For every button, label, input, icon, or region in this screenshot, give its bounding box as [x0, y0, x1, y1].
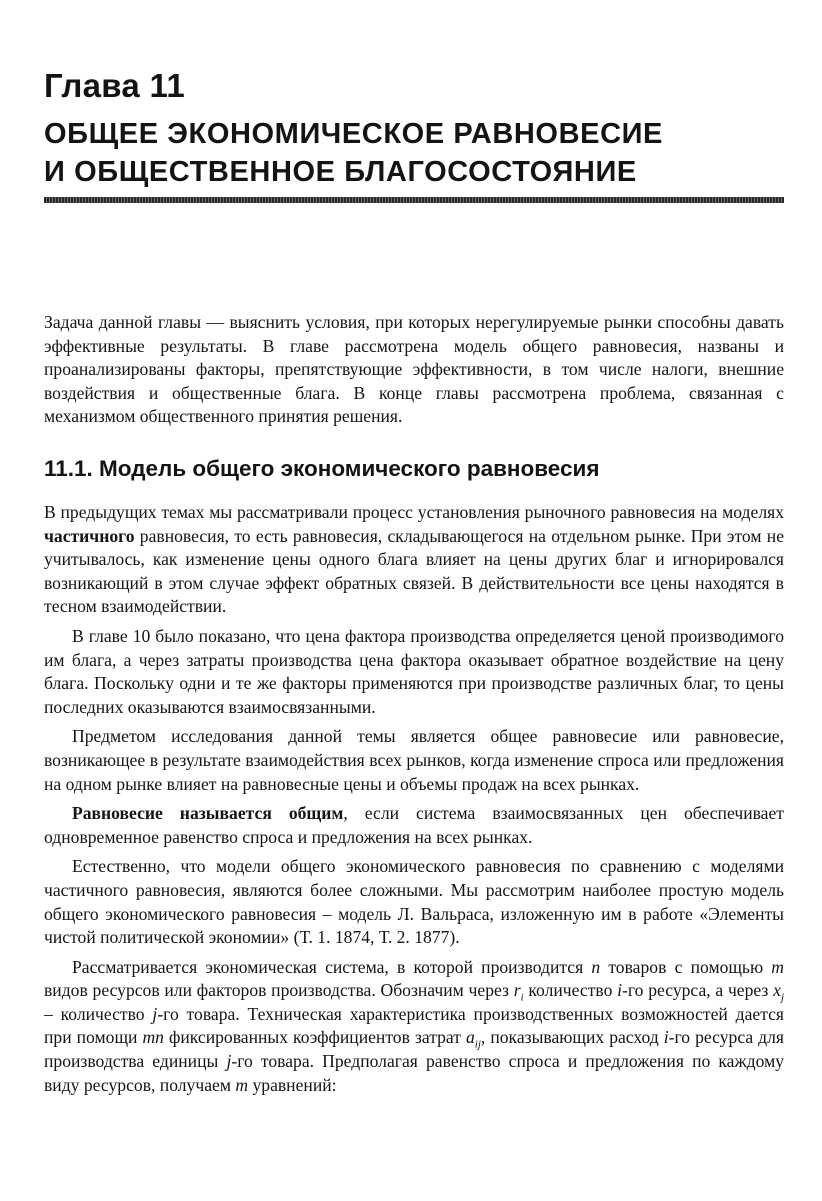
section-heading: 11.1. Модель общего экономического равновесия	[44, 456, 600, 481]
p6-text: -го товара. Техническая характеристика производственных возможностей дается при помощи	[44, 1003, 784, 1048]
p6-text: -го ресурса, а через	[622, 980, 774, 1001]
math-mn: mn	[142, 1027, 164, 1048]
definition-text: , если система взаимосвязанных цен обеспечивает одновременное равенство спроса и предложения на всех рынках.	[44, 803, 784, 847]
math-m: m	[771, 956, 784, 977]
paragraph-3: Предметом исследования данной темы является общее равновесие или равновесие, возникающее в результате взаимодействия всех рынков, когда изменение спроса или предложения на одном рынке влияет на равновесные цены и объемы продаж на всех рынках.	[44, 726, 784, 794]
math-r: r	[513, 980, 521, 1001]
p6-text: видов ресурсов или факторов производства. Обозначим через	[44, 980, 514, 1001]
p6-text: -го ресурса для производства единицы	[44, 1027, 784, 1072]
chapter-title-line-1: ОБЩЕЕ ЭКОНОМИЧЕСКОЕ РАВНОВЕСИЕ	[44, 118, 663, 150]
chapter-label: Глава 11	[44, 67, 186, 104]
math-j: j	[226, 1051, 232, 1072]
math-subscript-j: j	[780, 991, 784, 1004]
math-subscript-i: i	[520, 991, 524, 1004]
p6-text: количество	[523, 980, 618, 1001]
math-m: m	[235, 1074, 249, 1095]
math-i: i	[663, 1027, 669, 1048]
math-j: j	[152, 1003, 158, 1024]
p6-text: , показывающих расход	[480, 1027, 664, 1048]
math-n: n	[591, 956, 601, 977]
paragraph-6	[44, 956, 784, 1098]
p6-text: Рассматривается экономическая система, в которой производится	[72, 956, 592, 977]
p6-text: уравнений:	[248, 1074, 337, 1095]
math-i: i	[617, 980, 623, 1001]
chapter-divider	[44, 197, 784, 203]
paragraph-4	[44, 802, 784, 849]
p6-text: фиксированных коэффициентов затрат	[163, 1027, 466, 1048]
definition-term: Равновесие называется общим	[72, 803, 344, 824]
section-body	[44, 501, 784, 1103]
paragraph-1-text-b: равновесия, то есть равновесия, складывающегося на отдельном рынке. При этом не учитывалось, как изменение цены одного блага влияет на цены других благ и игнорировался возникающий в этом случае эффект обратных связей. В действительности все цены находятся в тесном взаимодействии.	[44, 525, 784, 617]
p6-text: товаров с помощью	[600, 956, 772, 977]
math-x: x	[773, 980, 781, 1001]
paragraph-5: Естественно, что модели общего экономического равновесия по сравнению с моделями частичного равновесия, являются более сложными. Мы рассмотрим наиболее простую модель общего экономического равновесия – модель Л. Вальраса, изложенную им в работе «Элементы чистой политической экономии» (Т. 1. 1874, Т. 2. 1877).	[44, 856, 784, 948]
chapter-title	[44, 115, 784, 191]
math-subscript-ij: ij	[474, 1038, 481, 1051]
p6-text: – количество	[44, 1003, 153, 1024]
chapter-title-line-2: И ОБЩЕСТВЕННОЕ БЛАГОСОСТОЯНИЕ	[44, 156, 637, 188]
paragraph-1	[44, 501, 784, 619]
p6-text: -го товара. Предполагая равенство спроса и предложения по каждому виду ресурсов, получаем	[44, 1051, 784, 1095]
paragraph-1-text-a: В предыдущих темах мы рассматривали процесс установления рыночного равновесия на моделях	[44, 502, 784, 522]
term-partial: частичного	[44, 525, 135, 546]
math-a: a	[465, 1027, 475, 1048]
chapter-intro: Задача данной главы — выяснить условия, при которых нерегулируемые рынки способны давать эффективные результаты. В главе рассмотрена модель общего равновесия, названы и проанализированы факторы, препятствующие эффективности, в том числе налоги, внешние воздействия и общественные блага. В конце главы рассмотрена проблема, связанная с механизмом общественного принятия решения.	[44, 312, 784, 427]
paragraph-2: В главе 10 было показано, что цена фактора производства определяется ценой производимого им блага, а через затраты производства цена фактора оказывает обратное воздействие на цену блага. Поскольку одни и те же факторы применяются при производстве различных благ, то цены последних оказываются взаимосвязанными.	[44, 625, 784, 717]
